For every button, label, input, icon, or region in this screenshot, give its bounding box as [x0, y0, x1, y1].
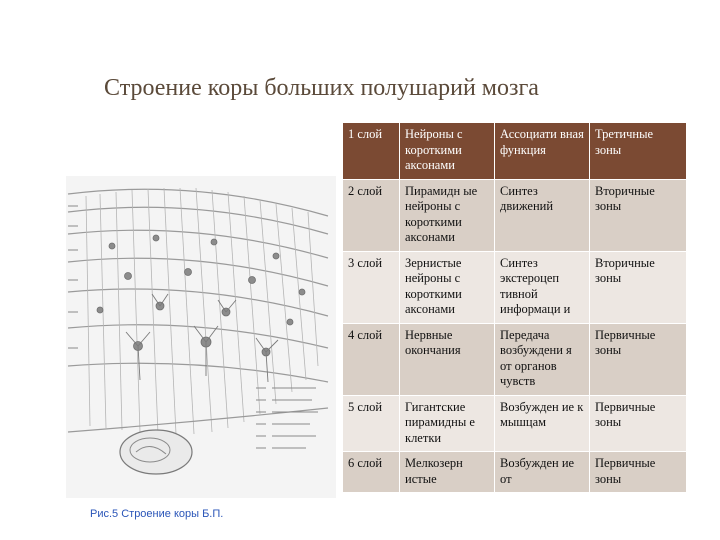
neurons-cell: Нейроны с короткими аксонами — [400, 123, 495, 180]
layer-cell: 4 слой — [343, 323, 400, 395]
zone-cell: Первичные зоны — [590, 323, 687, 395]
function-cell: Возбужден ие к мышцам — [495, 395, 590, 452]
neurons-cell: Зернистые нейроны с короткими аксонами — [400, 251, 495, 323]
zone-cell: Третичные зоны — [590, 123, 687, 180]
figure-caption: Рис.5 Строение коры Б.П. — [90, 508, 224, 520]
neurons-cell: Мелкозерн истые — [400, 452, 495, 493]
layer-cell: 2 слой — [343, 179, 400, 251]
table-row — [343, 452, 687, 493]
table-row — [343, 395, 687, 452]
layer-cell: 6 слой — [343, 452, 400, 493]
cortex-layers-table — [342, 122, 687, 493]
layer-cell: 1 слой — [343, 123, 400, 180]
table-row — [343, 323, 687, 395]
table-row — [343, 179, 687, 251]
function-cell: Синтез экстероцеп тивной информаци и — [495, 251, 590, 323]
function-cell: Возбужден ие от — [495, 452, 590, 493]
zone-cell: Вторичные зоны — [590, 251, 687, 323]
zone-cell: Первичные зоны — [590, 395, 687, 452]
function-cell: Синтез движений — [495, 179, 590, 251]
zone-cell: Первичные зоны — [590, 452, 687, 493]
neurons-cell: Пирамидн ые нейроны с короткими аксонами — [400, 179, 495, 251]
neurons-cell: Нервные окончания — [400, 323, 495, 395]
neurons-cell: Гигантские пирамидны е клетки — [400, 395, 495, 452]
cortex-drawing — [66, 176, 336, 498]
slide-title: Строение коры больших полушарий мозга — [104, 75, 539, 101]
function-cell: Ассоциати вная функция — [495, 123, 590, 180]
layer-cell: 5 слой — [343, 395, 400, 452]
function-cell: Передача возбуждени я от органов чувств — [495, 323, 590, 395]
zone-cell: Вторичные зоны — [590, 179, 687, 251]
cortex-structure-figure — [66, 176, 336, 498]
table-row — [343, 123, 687, 180]
layer-cell: 3 слой — [343, 251, 400, 323]
table-row — [343, 251, 687, 323]
